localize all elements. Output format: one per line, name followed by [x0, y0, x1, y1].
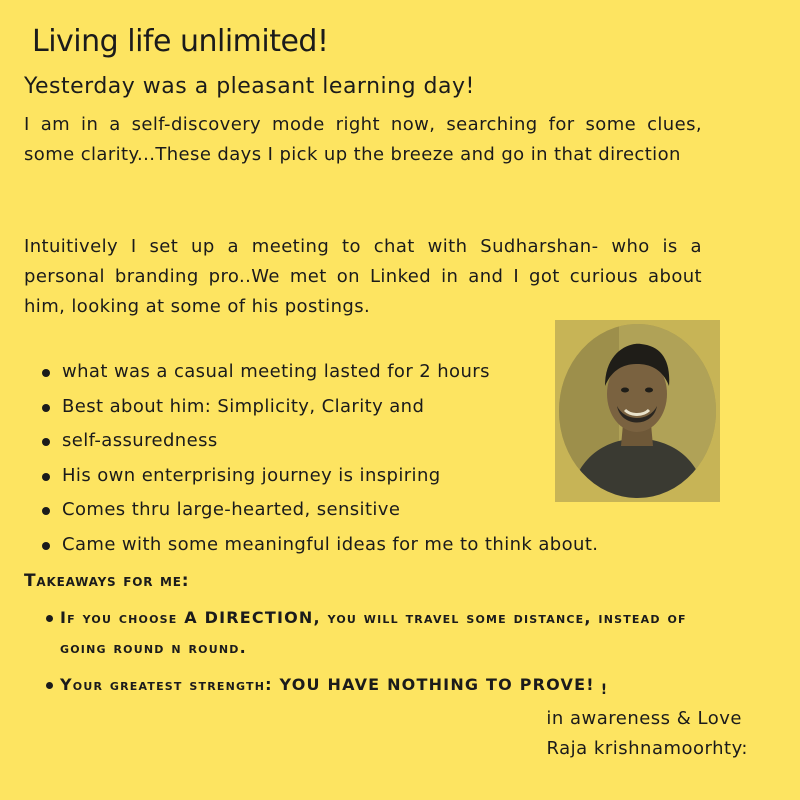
takeaway-text: Your greatest strength:	[60, 675, 280, 694]
page-title: Living life unlimited!	[32, 24, 329, 59]
takeaway-exclamation: !	[600, 682, 609, 698]
takeaway-emphasis: A DIRECTION	[184, 608, 314, 627]
list-item: Came with some meaningful ideas for me to think about.	[40, 528, 598, 563]
list-item: His own enterprising journey is inspiring	[40, 459, 598, 494]
meeting-paragraph: Intuitively I set up a meeting to chat with Sudharshan- who is a personal branding pro..We met on Linked in and I got curious about him, looking at some of his postings.	[24, 236, 702, 317]
highlights-list	[40, 355, 598, 563]
takeaway-item	[46, 670, 726, 705]
list-item: Best about him: Simplicity, Clarity and	[40, 390, 598, 425]
list-item: Comes thru large-hearted, sensitive	[40, 493, 598, 528]
list-item: what was a casual meeting lasted for 2 hours	[40, 355, 598, 390]
list-item: self-assuredness	[40, 424, 598, 459]
takeaways-heading: Takeaways for me:	[24, 571, 190, 591]
intro-paragraph: I am in a self-discovery mode right now, searching for some clues, some clarity...These days I pick up the breeze and go in that direction	[24, 114, 702, 165]
takeaway-text: , you will travel some distance, instead of going round n round.	[60, 608, 687, 657]
takeaways-list	[46, 603, 726, 705]
signoff-line: in awareness & Love	[546, 708, 742, 729]
takeaway-emphasis: YOU HAVE NOTHING TO PROVE!	[279, 675, 595, 694]
post-heading: Yesterday was a pleasant learning day!	[24, 74, 475, 99]
author-signature: Raja krishnamoorhty:	[546, 738, 748, 759]
takeaway-item	[46, 603, 726, 663]
takeaway-text: If you choose	[60, 608, 185, 627]
